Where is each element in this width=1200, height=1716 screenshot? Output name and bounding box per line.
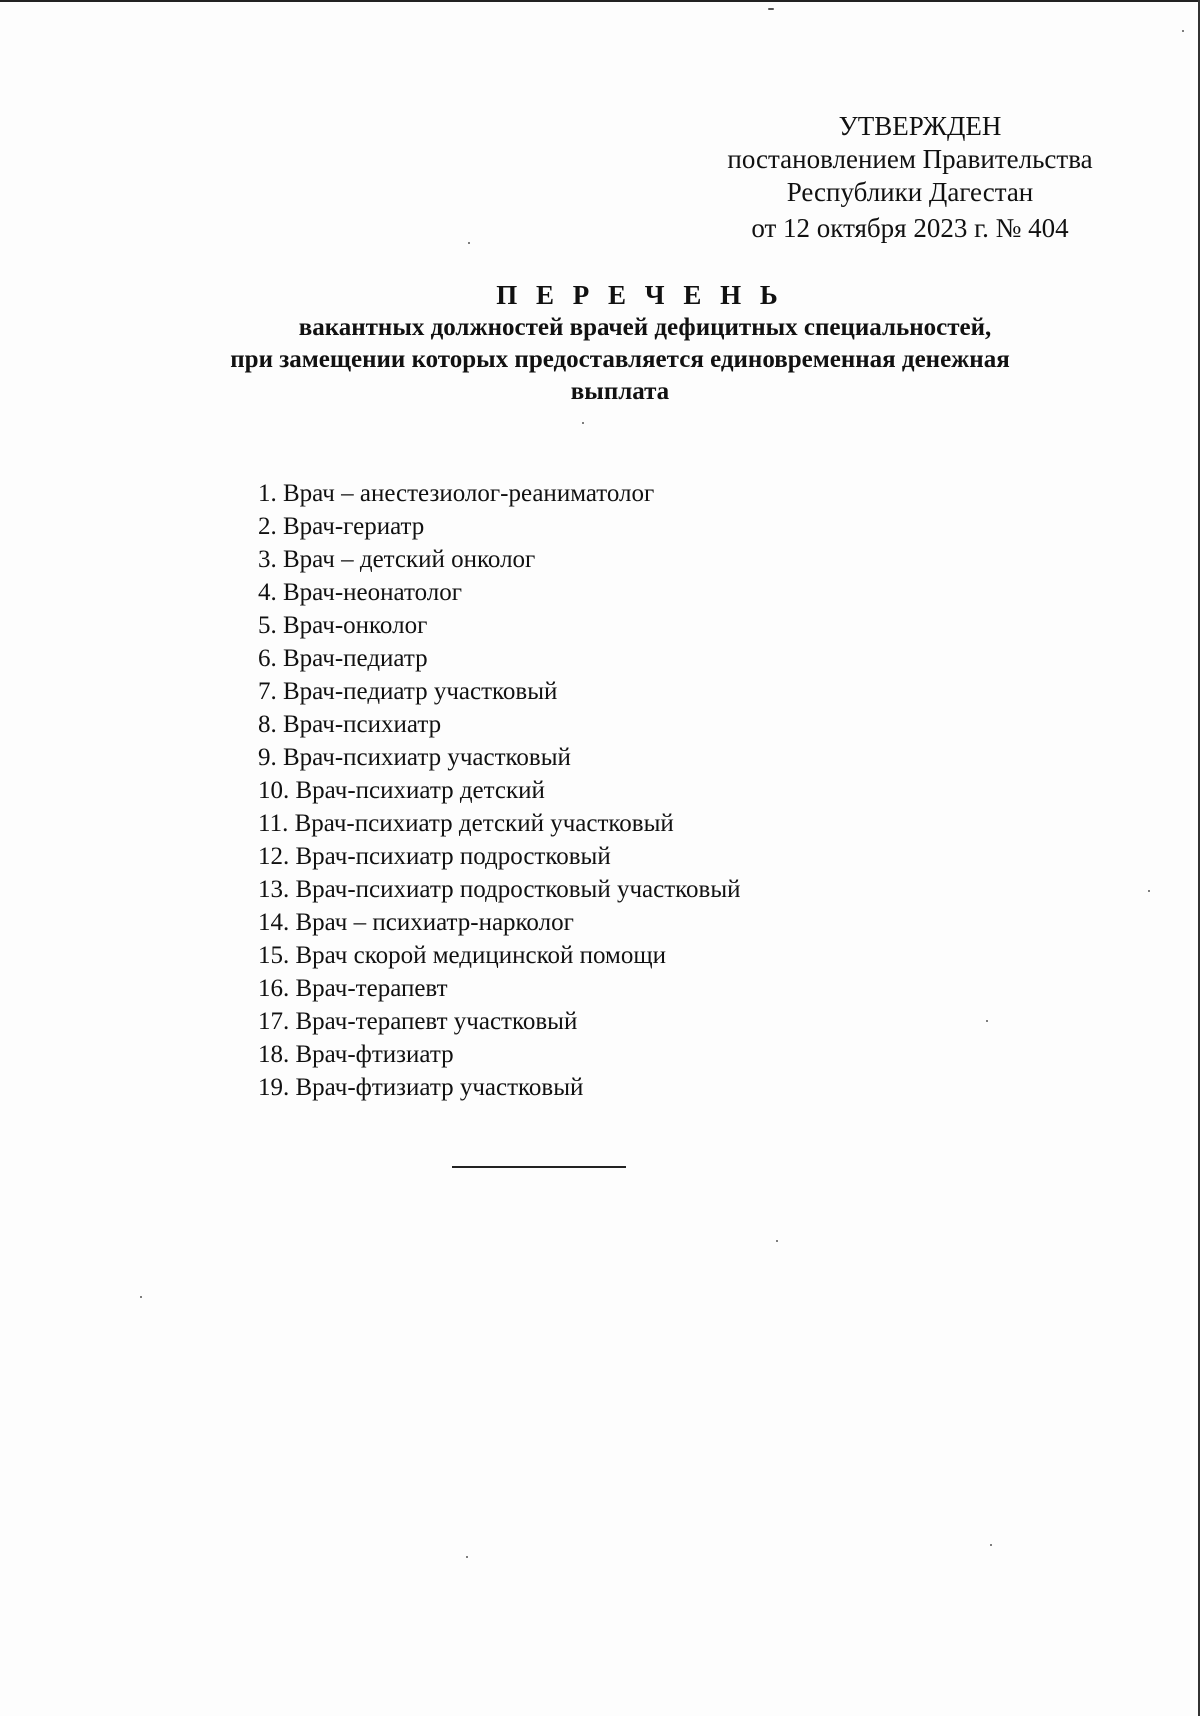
- position-item: [258, 840, 741, 873]
- scan-edge-top: [0, 0, 1200, 2]
- position-number: 13.: [258, 876, 290, 903]
- position-title: Врач-фтизиатр участковый: [295, 1074, 584, 1101]
- position-number: 2.: [258, 513, 277, 540]
- title-line-3: выплата: [570, 378, 670, 405]
- position-item: [258, 642, 741, 675]
- position-number: 10.: [258, 777, 290, 804]
- approval-stamp-block: [680, 110, 1140, 245]
- position-title: Врач – детский онколог: [283, 546, 536, 573]
- position-item: [258, 1071, 741, 1104]
- scan-speck: [990, 1544, 992, 1546]
- position-title: Врач скорой медицинской помощи: [295, 942, 666, 969]
- position-number: 4.: [258, 579, 277, 606]
- document-title: [120, 278, 1120, 408]
- position-item: [258, 1005, 741, 1038]
- position-item: [258, 807, 741, 840]
- position-title: Врач-психиатр подростковый: [295, 843, 611, 870]
- title-main: П Е Р Е Ч Е Н Ь: [496, 280, 784, 310]
- position-item: [258, 906, 741, 939]
- position-number: 18.: [258, 1041, 290, 1068]
- position-title: Врач-гериатр: [283, 513, 425, 540]
- scan-speck: [140, 1296, 142, 1298]
- position-title: Врач-неонатолог: [283, 579, 462, 606]
- approval-authority: постановлением Правительства: [727, 144, 1093, 174]
- position-number: 15.: [258, 942, 290, 969]
- position-title: Врач-онколог: [283, 612, 428, 639]
- position-number: 14.: [258, 909, 290, 936]
- position-item: [258, 675, 741, 708]
- position-title: Врач-психиатр: [283, 711, 442, 738]
- scan-speck: [582, 422, 584, 424]
- position-number: 16.: [258, 975, 290, 1002]
- position-title: Врач-психиатр детский участковый: [294, 810, 674, 837]
- position-number: 3.: [258, 546, 277, 573]
- position-number: 17.: [258, 1008, 290, 1035]
- positions-list: [258, 477, 741, 1104]
- position-number: 6.: [258, 645, 277, 672]
- position-item: [258, 873, 741, 906]
- title-line-1: вакантных должностей врачей дефицитных специальностей,: [298, 314, 992, 341]
- position-number: 1.: [258, 480, 277, 507]
- position-title: Врач-психиатр участковый: [283, 744, 571, 771]
- approval-date-number: от 12 октября 2023 г. № 404: [751, 213, 1069, 243]
- scan-speck: [768, 8, 774, 10]
- position-title: Врач-фтизиатр: [295, 1041, 454, 1068]
- scan-speck: [776, 1240, 778, 1242]
- approval-heading: УТВЕРЖДЕН: [838, 111, 1002, 141]
- end-rule: [452, 1166, 626, 1168]
- position-item: [258, 972, 741, 1005]
- scan-speck: [1182, 30, 1184, 32]
- scan-speck: [466, 1556, 468, 1558]
- scan-speck: [1148, 890, 1150, 892]
- approval-region: Республики Дагестан: [786, 177, 1034, 207]
- position-item: [258, 477, 741, 510]
- position-item: [258, 576, 741, 609]
- position-title: Врач – анестезиолог-реаниматолог: [283, 480, 655, 507]
- position-number: 11.: [258, 810, 289, 837]
- position-number: 7.: [258, 678, 277, 705]
- scan-speck: [468, 242, 470, 244]
- position-number: 5.: [258, 612, 277, 639]
- position-title: Врач-психиатр детский: [295, 777, 545, 804]
- position-number: 8.: [258, 711, 277, 738]
- position-item: [258, 543, 741, 576]
- position-item: [258, 939, 741, 972]
- position-title: Врач-терапевт участковый: [295, 1008, 578, 1035]
- position-title: Врач-педиатр участковый: [283, 678, 558, 705]
- position-item: [258, 774, 741, 807]
- position-title: Врач – психиатр-нарколог: [295, 909, 574, 936]
- position-item: [258, 1038, 741, 1071]
- position-number: 12.: [258, 843, 290, 870]
- title-line-2: при замещении которых предоставляется единовременная денежная: [230, 346, 1010, 373]
- position-number: 9.: [258, 744, 277, 771]
- position-item: [258, 708, 741, 741]
- position-number: 19.: [258, 1074, 290, 1101]
- position-item: [258, 609, 741, 642]
- position-item: [258, 741, 741, 774]
- scan-speck: [986, 1020, 988, 1022]
- position-title: Врач-педиатр: [283, 645, 428, 672]
- position-title: Врач-психиатр подростковый участковый: [295, 876, 741, 903]
- position-title: Врач-терапевт: [295, 975, 448, 1002]
- position-item: [258, 510, 741, 543]
